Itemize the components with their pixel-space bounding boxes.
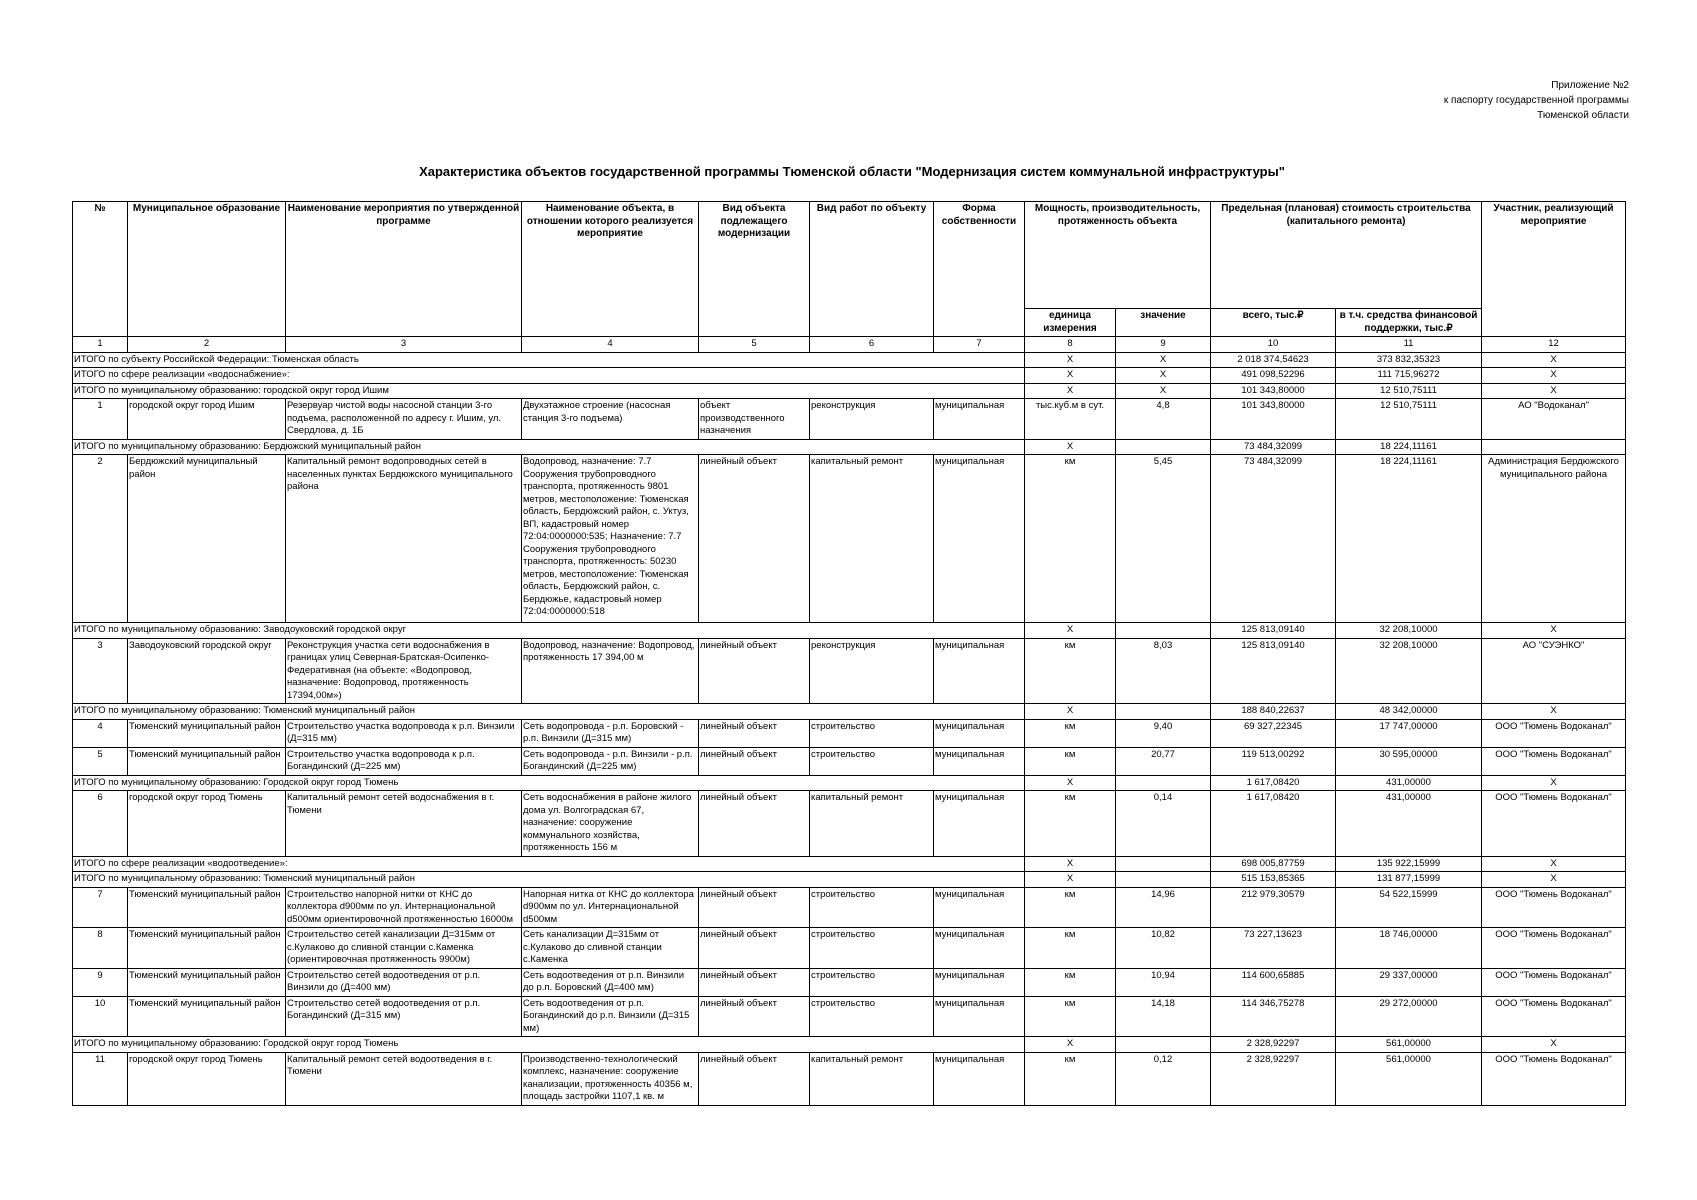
participant-cell: ООО "Тюмень Водоканал" [1482, 928, 1626, 969]
total-label: ИТОГО по муниципальному образованию: городской округ город Ишим [73, 383, 1025, 399]
unit-cell: км [1025, 638, 1116, 704]
participant-cell: АО "Водоканал" [1482, 399, 1626, 440]
municipality-cell: Бердюжский муниципальный район [128, 455, 286, 623]
value-cell: 14,18 [1116, 996, 1211, 1037]
participant-cell: Х [1482, 872, 1626, 888]
municipality-cell: городской округ город Тюмень [128, 1052, 286, 1105]
value-cell [1116, 1037, 1211, 1053]
value-cell [1116, 872, 1211, 888]
participant-cell: Х [1482, 383, 1626, 399]
object-row [73, 1052, 1626, 1105]
header-ownership: Форма собственности [934, 202, 1025, 337]
total-row [73, 872, 1626, 888]
cost-total-cell: 73 227,13623 [1211, 928, 1336, 969]
cost-total-cell: 515 153,85365 [1211, 872, 1336, 888]
total-row [73, 368, 1626, 384]
unit-cell: км [1025, 747, 1116, 775]
object-row [73, 968, 1626, 996]
cost-total-cell: 491 098,52296 [1211, 368, 1336, 384]
cost-support-cell: 12 510,75111 [1336, 399, 1482, 440]
cost-total-cell: 1 617,08420 [1211, 775, 1336, 791]
column-number: 11 [1336, 337, 1482, 353]
header-capacity: Мощность, производительность, протяженность объекта [1025, 202, 1211, 309]
header-row [73, 202, 1626, 309]
unit-cell: Х [1025, 623, 1116, 639]
participant-cell: Х [1482, 1037, 1626, 1053]
event-cell: Резервуар чистой воды насосной станции 3-го подъема, расположенной по адресу г. Ишим, ул. Свердлова, д. 1Б [286, 399, 522, 440]
cost-support-cell: 131 877,15999 [1336, 872, 1482, 888]
object-row [73, 399, 1626, 440]
cost-total-cell: 73 484,32099 [1211, 455, 1336, 623]
object-name-cell: Сеть водоснабжения в районе жилого дома ул. Волгоградская 67, назначение: сооружение коммунального хозяйства, протяженность 156 м [522, 791, 699, 857]
cost-total-cell: 188 840,22637 [1211, 704, 1336, 720]
object-row [73, 747, 1626, 775]
object-row [73, 638, 1626, 704]
cost-total-cell: 69 327,22345 [1211, 719, 1336, 747]
total-label: ИТОГО по муниципальному образованию: Тюменский муниципальный район [73, 872, 1025, 888]
cost-total-cell: 114 346,75278 [1211, 996, 1336, 1037]
object-type-cell: линейный объект [699, 996, 810, 1037]
cost-support-cell: 18 224,11161 [1336, 455, 1482, 623]
column-number: 1 [73, 337, 128, 353]
object-row [73, 719, 1626, 747]
total-row [73, 383, 1626, 399]
total-row [73, 1037, 1626, 1053]
column-number: 2 [128, 337, 286, 353]
row-number: 1 [73, 399, 128, 440]
value-cell [1116, 856, 1211, 872]
unit-cell: Х [1025, 775, 1116, 791]
value-cell: 0,12 [1116, 1052, 1211, 1105]
object-type-cell: линейный объект [699, 719, 810, 747]
total-label: ИТОГО по муниципальному образованию: Заводоуковский городской округ [73, 623, 1025, 639]
row-number: 6 [73, 791, 128, 857]
cost-total-cell: 125 813,09140 [1211, 638, 1336, 704]
participant-cell: ООО "Тюмень Водоканал" [1482, 719, 1626, 747]
work-type-cell: строительство [810, 968, 934, 996]
ownership-cell: муниципальная [934, 638, 1025, 704]
participant-cell: Х [1482, 775, 1626, 791]
total-label: ИТОГО по субъекту Российской Федерации: Тюменская область [73, 352, 1025, 368]
column-number: 5 [699, 337, 810, 353]
appendix-line-3: Тюменской области [1537, 110, 1629, 121]
unit-cell: тыс.куб.м в сут. [1025, 399, 1116, 440]
object-type-cell: линейный объект [699, 968, 810, 996]
object-type-cell: линейный объект [699, 1052, 810, 1105]
total-label: ИТОГО по сфере реализации «водоснабжение»: [73, 368, 1025, 384]
value-cell: 5,45 [1116, 455, 1211, 623]
work-type-cell: реконструкция [810, 399, 934, 440]
participant-cell: Х [1482, 704, 1626, 720]
unit-cell: км [1025, 928, 1116, 969]
participant-cell: Х [1482, 352, 1626, 368]
ownership-cell: муниципальная [934, 996, 1025, 1037]
object-type-cell: линейный объект [699, 455, 810, 623]
cost-total-cell: 1 617,08420 [1211, 791, 1336, 857]
header-work-type: Вид работ по объекту [810, 202, 934, 337]
event-cell: Капитальный ремонт водопроводных сетей в населенных пунктах Бердюжского муниципального района [286, 455, 522, 623]
participant-cell: АО "СУЭНКО" [1482, 638, 1626, 704]
ownership-cell: муниципальная [934, 399, 1025, 440]
cost-support-cell: 48 342,00000 [1336, 704, 1482, 720]
object-row [73, 996, 1626, 1037]
unit-cell: Х [1025, 439, 1116, 455]
event-cell: Строительство участка водопровода к р.п. Богандинский (Д=225 мм) [286, 747, 522, 775]
object-type-cell: линейный объект [699, 928, 810, 969]
event-cell: Капитальный ремонт сетей водоснабжения в г. Тюмени [286, 791, 522, 857]
event-cell: Строительство участка водопровода к р.п. Винзили (Д=315 мм) [286, 719, 522, 747]
column-number: 12 [1482, 337, 1626, 353]
participant-cell: Х [1482, 856, 1626, 872]
object-row [73, 455, 1626, 623]
object-name-cell: Сеть водопровода - р.п. Боровский - р.п. Винзили (Д=315 мм) [522, 719, 699, 747]
cost-support-cell: 135 922,15999 [1336, 856, 1482, 872]
work-type-cell: строительство [810, 719, 934, 747]
event-cell: Строительство напорной нитки от КНС до коллектора d900мм по ул. Интернациональной d500мм ориентировочной протяженностью 16000м [286, 887, 522, 928]
unit-cell: Х [1025, 383, 1116, 399]
participant-cell: Х [1482, 623, 1626, 639]
cost-total-cell: 101 343,80000 [1211, 399, 1336, 440]
participant-cell: ООО "Тюмень Водоканал" [1482, 1052, 1626, 1105]
total-label: ИТОГО по муниципальному образованию: Тюменский муниципальный район [73, 704, 1025, 720]
cost-total-cell: 101 343,80000 [1211, 383, 1336, 399]
cost-support-cell: 431,00000 [1336, 775, 1482, 791]
municipality-cell: Заводоуковский городской округ [128, 638, 286, 704]
participant-cell [1482, 439, 1626, 455]
header-cost-total: всего, тыс.₽ [1211, 309, 1336, 337]
participant-cell: ООО "Тюмень Водоканал" [1482, 968, 1626, 996]
column-numbers-row [73, 337, 1626, 353]
value-cell: Х [1116, 368, 1211, 384]
cost-support-cell: 12 510,75111 [1336, 383, 1482, 399]
cost-total-cell: 73 484,32099 [1211, 439, 1336, 455]
header-municipality: Муниципальное образование [128, 202, 286, 337]
unit-cell: Х [1025, 368, 1116, 384]
object-name-cell: Сеть водопровода - р.п. Винзили - р.п. Богандинский (Д=225 мм) [522, 747, 699, 775]
cost-total-cell: 114 600,65885 [1211, 968, 1336, 996]
value-cell: 10,82 [1116, 928, 1211, 969]
work-type-cell: строительство [810, 887, 934, 928]
ownership-cell: муниципальная [934, 1052, 1025, 1105]
cost-support-cell: 30 595,00000 [1336, 747, 1482, 775]
municipality-cell: городской округ город Ишим [128, 399, 286, 440]
object-name-cell: Двухэтажное строение (насосная станция 3-го подъема) [522, 399, 699, 440]
event-cell: Строительство сетей канализации Д=315мм от с.Кулаково до сливной станции с.Каменка (ориентировочная протяженность 9900м) [286, 928, 522, 969]
row-number: 2 [73, 455, 128, 623]
cost-support-cell: 17 747,00000 [1336, 719, 1482, 747]
appendix-note [1444, 78, 1629, 123]
row-number: 4 [73, 719, 128, 747]
total-row [73, 352, 1626, 368]
unit-cell: км [1025, 968, 1116, 996]
unit-cell: Х [1025, 352, 1116, 368]
appendix-line-2: к паспорту государственной программы [1443, 95, 1629, 106]
work-type-cell: капитальный ремонт [810, 455, 934, 623]
event-cell: Строительство сетей водоотведения от р.п. Богандинский (Д=315 мм) [286, 996, 522, 1037]
cost-support-cell: 561,00000 [1336, 1037, 1482, 1053]
ownership-cell: муниципальная [934, 455, 1025, 623]
work-type-cell: реконструкция [810, 638, 934, 704]
object-name-cell: Производственно-технологический комплекс, назначение: сооружение канализации, протяженность 40356 м, площадь застройки 1107,1 кв. м [522, 1052, 699, 1105]
cost-support-cell: 54 522,15999 [1336, 887, 1482, 928]
header-object-type: Вид объекта подлежащего модернизации [699, 202, 810, 337]
municipality-cell: Тюменский муниципальный район [128, 968, 286, 996]
header-participant: Участник, реализующий мероприятие [1482, 202, 1626, 337]
cost-support-cell: 29 337,00000 [1336, 968, 1482, 996]
cost-total-cell: 119 513,00292 [1211, 747, 1336, 775]
value-cell: 4,8 [1116, 399, 1211, 440]
header-event: Наименование мероприятия по утвержденной программе [286, 202, 522, 337]
value-cell [1116, 439, 1211, 455]
column-number: 8 [1025, 337, 1116, 353]
object-type-cell: линейный объект [699, 638, 810, 704]
cost-support-cell: 373 832,35323 [1336, 352, 1482, 368]
total-label: ИТОГО по муниципальному образованию: Бердюжский муниципальный район [73, 439, 1025, 455]
column-number: 7 [934, 337, 1025, 353]
cost-total-cell: 698 005,87759 [1211, 856, 1336, 872]
value-cell [1116, 623, 1211, 639]
total-row [73, 623, 1626, 639]
cost-support-cell: 18 224,11161 [1336, 439, 1482, 455]
value-cell: Х [1116, 352, 1211, 368]
event-cell: Реконструкция участка сети водоснабжения в границах улиц Северная-Братская-Осипенко-Федеративная (на объекте: «Водопровод, назначение: Водопровод, протяженность 17394,00м») [286, 638, 522, 704]
value-cell [1116, 775, 1211, 791]
ownership-cell: муниципальная [934, 791, 1025, 857]
value-cell [1116, 704, 1211, 720]
row-number: 9 [73, 968, 128, 996]
column-number: 9 [1116, 337, 1211, 353]
object-name-cell: Сеть водоотведения от р.п. Винзили до р.п. Боровский (Д=400 мм) [522, 968, 699, 996]
object-row [73, 887, 1626, 928]
municipality-cell: Тюменский муниципальный район [128, 887, 286, 928]
municipality-cell: городской округ город Тюмень [128, 791, 286, 857]
row-number: 10 [73, 996, 128, 1037]
unit-cell: Х [1025, 872, 1116, 888]
object-name-cell: Водопровод, назначение: Водопровод, протяженность 17 394,00 м [522, 638, 699, 704]
total-row [73, 856, 1626, 872]
object-row [73, 791, 1626, 857]
cost-support-cell: 32 208,10000 [1336, 638, 1482, 704]
value-cell: 9,40 [1116, 719, 1211, 747]
ownership-cell: муниципальная [934, 719, 1025, 747]
objects-table [72, 201, 1626, 1106]
value-cell: 10,94 [1116, 968, 1211, 996]
column-number: 3 [286, 337, 522, 353]
work-type-cell: строительство [810, 996, 934, 1037]
municipality-cell: Тюменский муниципальный район [128, 747, 286, 775]
unit-cell: км [1025, 791, 1116, 857]
work-type-cell: капитальный ремонт [810, 791, 934, 857]
object-type-cell: линейный объект [699, 887, 810, 928]
total-row [73, 704, 1626, 720]
participant-cell: ООО "Тюмень Водоканал" [1482, 747, 1626, 775]
row-number: 3 [73, 638, 128, 704]
cost-total-cell: 125 813,09140 [1211, 623, 1336, 639]
cost-total-cell: 2 018 374,54623 [1211, 352, 1336, 368]
value-cell: Х [1116, 383, 1211, 399]
object-name-cell: Сеть водоотведения от р.п. Богандинский до р.п. Винзили (Д=315 мм) [522, 996, 699, 1037]
unit-cell: км [1025, 455, 1116, 623]
row-number: 5 [73, 747, 128, 775]
municipality-cell: Тюменский муниципальный район [128, 719, 286, 747]
work-type-cell: строительство [810, 928, 934, 969]
work-type-cell: строительство [810, 747, 934, 775]
cost-total-cell: 2 328,92297 [1211, 1052, 1336, 1105]
total-label: ИТОГО по муниципальному образованию: Городской округ город Тюмень [73, 775, 1025, 791]
appendix-line-1: Приложение №2 [1551, 80, 1629, 91]
document-title: Характеристика объектов государственной программы Тюменской области "Модернизация систем коммунальной инфраструктуры" [419, 164, 1285, 179]
unit-cell: Х [1025, 1037, 1116, 1053]
header-object: Наименование объекта, в отношении которого реализуется мероприятие [522, 202, 699, 337]
participant-cell: Х [1482, 368, 1626, 384]
event-cell: Строительство сетей водоотведения от р.п. Винзили до (Д=400 мм) [286, 968, 522, 996]
cost-support-cell: 431,00000 [1336, 791, 1482, 857]
ownership-cell: муниципальная [934, 887, 1025, 928]
header-cost-support: в т.ч. средства финансовой поддержки, тыс.₽ [1336, 309, 1482, 337]
total-row [73, 439, 1626, 455]
cost-support-cell: 111 715,96272 [1336, 368, 1482, 384]
value-cell: 0,14 [1116, 791, 1211, 857]
unit-cell: км [1025, 996, 1116, 1037]
table-body [73, 202, 1626, 1106]
value-cell: 8,03 [1116, 638, 1211, 704]
unit-cell: км [1025, 887, 1116, 928]
total-row [73, 775, 1626, 791]
row-number: 11 [73, 1052, 128, 1105]
total-label: ИТОГО по муниципальному образованию: Городской округ город Тюмень [73, 1037, 1025, 1053]
column-number: 4 [522, 337, 699, 353]
object-type-cell: линейный объект [699, 747, 810, 775]
ownership-cell: муниципальная [934, 928, 1025, 969]
participant-cell: ООО "Тюмень Водоканал" [1482, 887, 1626, 928]
header-unit: единица измерения [1025, 309, 1116, 337]
header-no: № [73, 202, 128, 337]
object-type-cell: линейный объект [699, 791, 810, 857]
unit-cell: км [1025, 719, 1116, 747]
object-row [73, 928, 1626, 969]
cost-support-cell: 561,00000 [1336, 1052, 1482, 1105]
total-label: ИТОГО по сфере реализации «водоотведение»: [73, 856, 1025, 872]
ownership-cell: муниципальная [934, 747, 1025, 775]
row-number: 7 [73, 887, 128, 928]
value-cell: 20,77 [1116, 747, 1211, 775]
participant-cell: ООО "Тюмень Водоканал" [1482, 791, 1626, 857]
cost-total-cell: 212 979,30579 [1211, 887, 1336, 928]
municipality-cell: Тюменский муниципальный район [128, 996, 286, 1037]
ownership-cell: муниципальная [934, 968, 1025, 996]
municipality-cell: Тюменский муниципальный район [128, 928, 286, 969]
unit-cell: Х [1025, 856, 1116, 872]
object-type-cell: объект производственного назначения [699, 399, 810, 440]
work-type-cell: капитальный ремонт [810, 1052, 934, 1105]
participant-cell: ООО "Тюмень Водоканал" [1482, 996, 1626, 1037]
object-name-cell: Водопровод, назначение: 7.7 Сооружения трубопроводного транспорта, протяженность 9801 метров, местоположение: Тюменская область, Бердюжский район, с. Уктуз, ВП, кадастровый номер 72:04:0000000:535; Назначение: 7.7 Сооружения трубопроводного транспорта, протяженность: 50230 метров, местоположение: Тюменская область, Бердюжский район, с. Бердюжье, кадастровый номер 72:04:0000000:518 [522, 455, 699, 623]
participant-cell: Администрация Бердюжского муниципального района [1482, 455, 1626, 623]
event-cell: Капитальный ремонт сетей водоотведения в г. Тюмени [286, 1052, 522, 1105]
cost-support-cell: 32 208,10000 [1336, 623, 1482, 639]
value-cell: 14,96 [1116, 887, 1211, 928]
column-number: 10 [1211, 337, 1336, 353]
header-value: значение [1116, 309, 1211, 337]
row-number: 8 [73, 928, 128, 969]
cost-support-cell: 18 746,00000 [1336, 928, 1482, 969]
unit-cell: Х [1025, 704, 1116, 720]
object-name-cell: Сеть канализации Д=315мм от с.Кулаково до сливной станции с.Каменка [522, 928, 699, 969]
object-name-cell: Напорная нитка от КНС до коллектора d900мм по ул. Интернациональной d500мм [522, 887, 699, 928]
column-number: 6 [810, 337, 934, 353]
header-cost: Предельная (плановая) стоимость строительства (капитального ремонта) [1211, 202, 1482, 309]
cost-support-cell: 29 272,00000 [1336, 996, 1482, 1037]
cost-total-cell: 2 328,92297 [1211, 1037, 1336, 1053]
unit-cell: км [1025, 1052, 1116, 1105]
